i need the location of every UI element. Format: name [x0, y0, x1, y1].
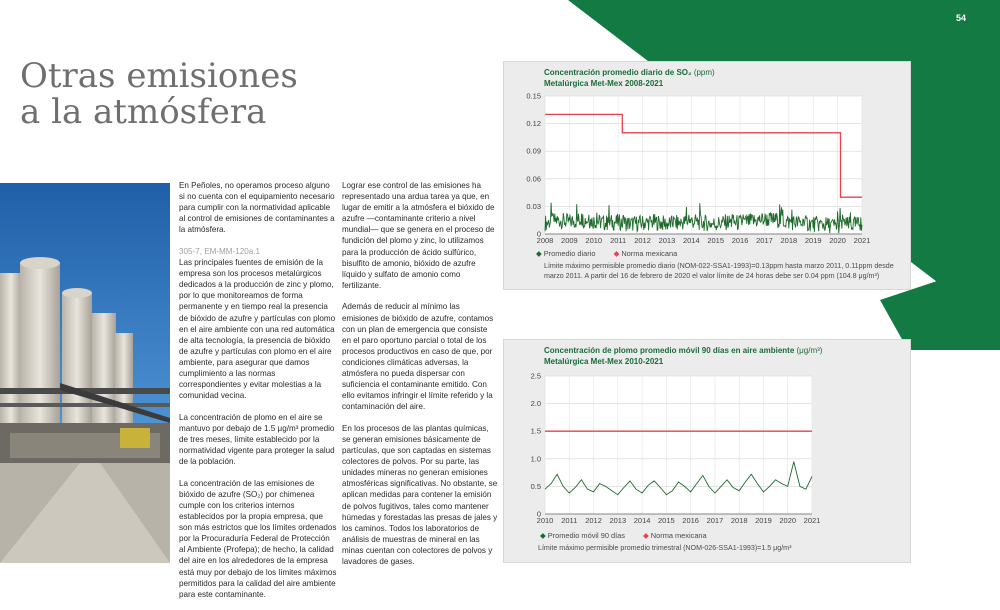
- chart-title-text: Concentración promedio diario de SO₂: [544, 68, 692, 77]
- paragraph: [179, 246, 337, 401]
- x-tick-label: 2012: [585, 516, 602, 525]
- x-tick-label: 2012: [634, 236, 651, 245]
- x-tick-label: 2016: [731, 236, 749, 245]
- legend-label: Promedio móvil 90 días: [547, 531, 625, 540]
- title-line-2: a la atmósfera: [20, 92, 267, 132]
- chart-title-text: Concentración de plomo promedio móvil 90 días en aire ambiente: [544, 346, 795, 355]
- y-tick-label: 2.0: [530, 399, 541, 409]
- y-tick-label: 0.09: [526, 146, 541, 156]
- chart-legend: [540, 531, 707, 540]
- x-tick-label: 2010: [536, 516, 554, 525]
- x-tick-label: 2018: [780, 236, 798, 245]
- legend-label: Promedio diario: [543, 249, 596, 258]
- lead-chart-card: [503, 339, 911, 563]
- y-tick-label: 0.12: [526, 119, 541, 129]
- x-tick-label: 2010: [585, 236, 603, 245]
- paragraph-text: Las principales fuentes de emisión de la empresa son los procesos metalúrgicos dedicados a la producción de zinc y plomo, por lo que monitoreamos de forma permanente y en tiempo real la presencia de bióxido de azufre y partículas con plomo en el aire ambiente con una red automática de alta tecnología, la presencia de bióxido de azufre y partículas con plomo en el aire ambiente, para asegurar que damos cumplimiento a las normas correspondientes y evitar molestias a la comunidad vecina.: [179, 258, 336, 401]
- paragraph: La concentración de las emisiones de bióxido de azufre (SO₂) por chimenea cumple con los criterios internos establecidos por la propia empresa, que son más estrictos que los límites ordenados por la Procuraduría Federal de Protección al Ambiente (Profepa); de hecho, la calidad del aire en los alrededores de la empresa está muy por debajo de los límites máximos permitidos para la calidad del aire ambiente para este contaminante.: [179, 478, 337, 599]
- x-tick-label: 2013: [609, 516, 627, 525]
- gri-reference: 305-7, EM-MM-120a.1: [179, 246, 260, 256]
- paragraph: En Peñoles, no operamos proceso alguno si no cuenta con el equipamiento necesario para cumplir con la normatividad aplicable al control de emisiones de contaminantes a la atmósfera.: [179, 181, 335, 235]
- paragraph: La concentración de plomo en el aire se mantuvo por debajo de 1.5 μg/m³ promedio de tres meses, límite establecido por la normatividad vigente para proteger la salud de la población.: [179, 412, 335, 467]
- legend-marker-green: ◆: [536, 249, 542, 258]
- legend-marker-red: ◆: [613, 249, 620, 258]
- title-line-1: Otras emisiones: [20, 56, 298, 96]
- x-tick-label: 2014: [682, 236, 700, 245]
- x-tick-label: 2016: [682, 516, 699, 525]
- legend-marker-green: ◆: [540, 531, 546, 540]
- so2-chart-card: [503, 61, 911, 290]
- x-tick-label: 2020: [779, 516, 797, 525]
- x-tick-label: 2011: [610, 236, 627, 245]
- x-tick-label: 2017: [756, 236, 773, 245]
- legend-marker-red: ◆: [643, 531, 649, 540]
- chart-legend: [536, 249, 677, 258]
- chart-subtitle: Metalúrgica Met-Mex 2010-2021: [544, 356, 664, 366]
- industrial-plant-photo: [0, 183, 170, 563]
- page-title: [20, 58, 298, 130]
- x-tick-label: 2013: [658, 236, 676, 245]
- x-tick-label: 2018: [730, 516, 748, 525]
- x-tick-label: 2008: [536, 236, 554, 245]
- legend-label: Norma mexicana: [621, 249, 678, 258]
- chart-note: Límite máximo permisible promedio trimestral (NOM-026-SSA1-1993)=1.5 μg/m³: [538, 544, 792, 552]
- x-tick-label: 2019: [804, 236, 822, 245]
- y-tick-label: 0.06: [526, 174, 541, 184]
- chart-title-unit: (μg/m³): [796, 346, 823, 355]
- y-tick-label: 1.0: [530, 454, 541, 464]
- x-tick-label: 2021: [803, 516, 821, 525]
- x-tick-label: 2014: [633, 516, 651, 525]
- y-tick-label: 2.5: [530, 371, 541, 381]
- y-tick-label: 0.03: [526, 201, 541, 211]
- lead-chart-plot: [504, 340, 910, 562]
- chart-subtitle: Metalúrgica Met-Mex 2008-2021: [544, 78, 664, 88]
- x-tick-label: 2020: [829, 236, 846, 245]
- chart-title-unit: (ppm): [693, 68, 715, 77]
- x-tick-label: 2017: [706, 516, 724, 525]
- paragraph: Además de reducir al mínimo las emisiones de bióxido de azufre, contamos con un plan de emergencia que consiste en el paro oportuno parcial o total de los procesos productivos en caso de que, por condiciones climáticas adversas, la atmósfera no pueda dispersar con suficiencia el contaminante emitido. Con ello evitamos infringir el límite referido y la contaminación del aire.: [342, 302, 494, 412]
- legend-label: Norma mexicana: [650, 531, 707, 540]
- chart-note: Límite máximo permisible promedio diario (NOM-022-SSA1-1993)=0.13ppm hasta marzo 2011, 0.11ppm desde marzo 2011. A partir del 16 de febrero de 2020 el valor límite de 24 horas debe ser 0.04 ppm (104.8 μg/m³): [544, 262, 894, 280]
- y-tick-label: 0.5: [530, 481, 541, 491]
- text-column-middle: [342, 180, 498, 578]
- x-tick-label: 2015: [658, 516, 675, 525]
- x-tick-label: 2019: [755, 516, 772, 525]
- plot-area: [545, 96, 862, 234]
- page-number: 54: [956, 13, 967, 23]
- x-tick-label: 2021: [853, 236, 871, 245]
- y-tick-label: 0: [536, 229, 541, 239]
- y-tick-label: 1.5: [530, 426, 541, 436]
- plot-area: [545, 376, 812, 514]
- text-column-left: [179, 180, 337, 610]
- x-tick-label: 2015: [707, 236, 725, 245]
- y-tick-label: 0.15: [526, 91, 541, 101]
- paragraph: Lograr ese control de las emisiones ha representado una ardua tarea ya que, en lugar de emitir a la atmósfera el bióxido de azufre —contaminante criterio a nivel mundial— que se genera en el proceso de fundición del plomo y zinc, lo utilizamos para la producción de ácido sulfúrico, bisulfito de amonio, bióxido de azufre líquido y sulfato de amonio como fertilizante.: [342, 181, 495, 290]
- y-tick-label: 0: [536, 509, 541, 519]
- x-tick-label: 2011: [561, 516, 578, 525]
- paragraph: En los procesos de las plantas químicas, se generan emisiones básicamente de partículas, que son captadas en sistemas colectores de polvos. Por su parte, las unidades mineras no generan emisiones atmosféricas significativas. No obstante, se aplican medidas para contener la emisión de polvos fugitivos, tales como mantener húmedas y forestadas las presas de jales y los caminos. Todos los laboratorios de análisis de muestras de mineral en las minas cuentan con colectores de polvos y lavadores de gases.: [342, 423, 498, 566]
- x-tick-label: 2009: [561, 236, 578, 245]
